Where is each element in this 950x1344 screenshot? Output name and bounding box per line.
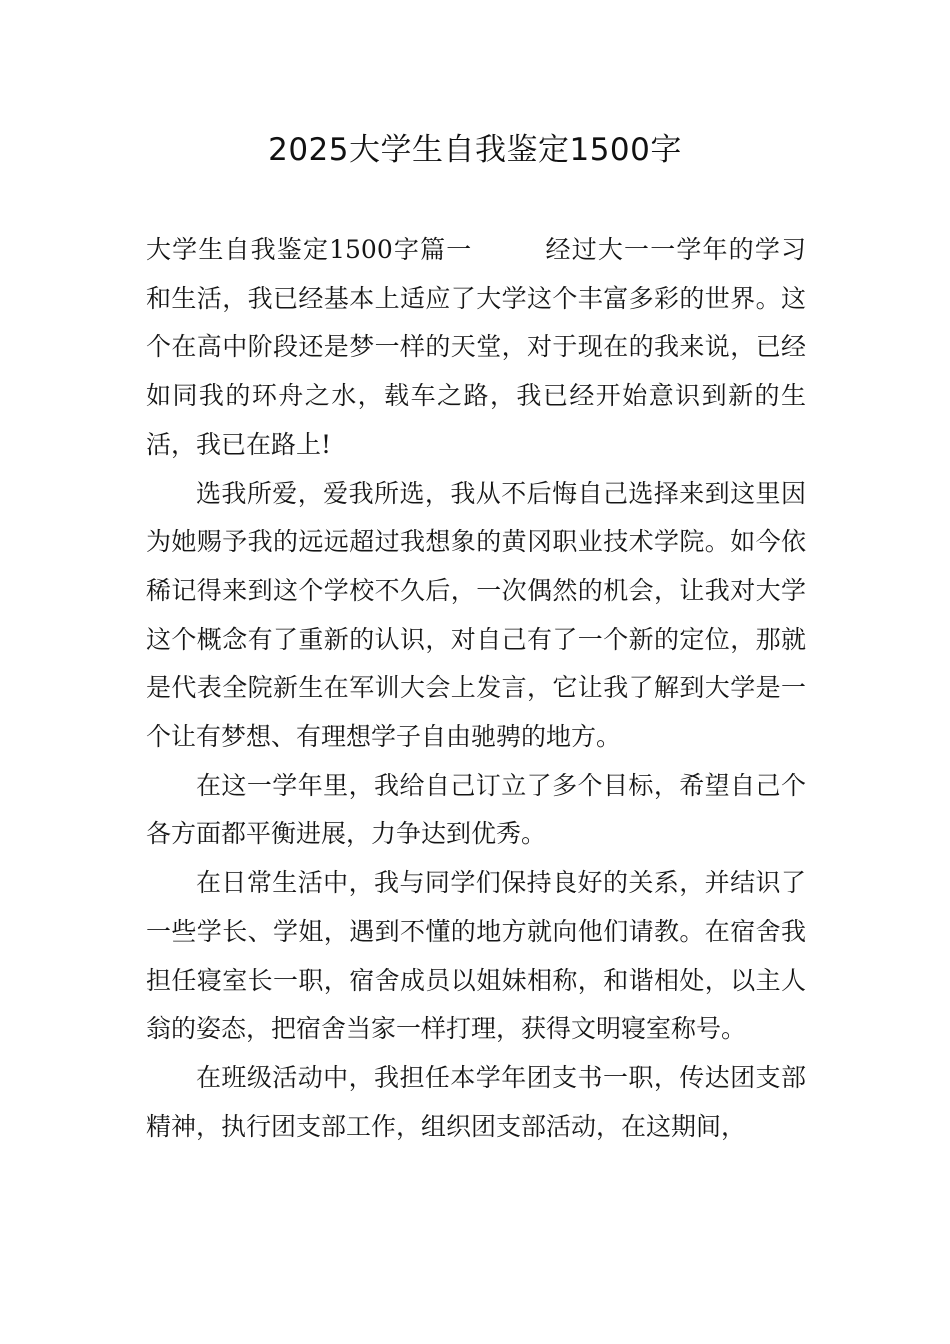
document-body (146, 226, 806, 1151)
paragraph-1: 选我所爱，爱我所选，我从不后悔自己选择来到这里因为她赐予我的远远超过我想象的黄冈职业技术学院。如今依稀记得来到这个学校不久后，一次偶然的机会，让我对大学这个概念有了重新的认识，对自己有了一个新的定位，那就是代表全院新生在军训大会上发言，它让我了解到大学是一个让有梦想、有理想学子自由驰骋的地方。 (146, 478, 806, 752)
paragraph-3: 在日常生活中，我与同学们保持良好的关系，并结识了一些学长、学姐，遇到不懂的地方就向他们请教。在宿舍我担任寝室长一职，宿舍成员以姐妹相称，和谐相处，以主人翁的姿态，把宿舍当家一样打理，获得文明寝室称号。 (146, 868, 806, 1044)
lead-paragraph (146, 226, 806, 470)
paragraph-2: 在这一学年里，我给自己订立了多个目标，希望自己个各方面都平衡进展，力争达到优秀。 (146, 770, 806, 849)
lead-text: 经过大一一学年的学习和生活，我已经基本上适应了大学这个丰富多彩的世界。这个在高中阶段还是梦一样的天堂，对于现在的我来说，已经如同我的环舟之水，载车之路，我已经开始意识到新的生活，我已在路上! (146, 235, 806, 459)
section-label: 大学生自我鉴定1500字篇一 (146, 235, 473, 264)
paragraph-4: 在班级活动中，我担任本学年团支书一职，传达团支部精神，执行团支部工作，组织团支部活动，在这期间， (146, 1062, 806, 1141)
page-title: 2025大学生自我鉴定1500字 (268, 132, 682, 168)
